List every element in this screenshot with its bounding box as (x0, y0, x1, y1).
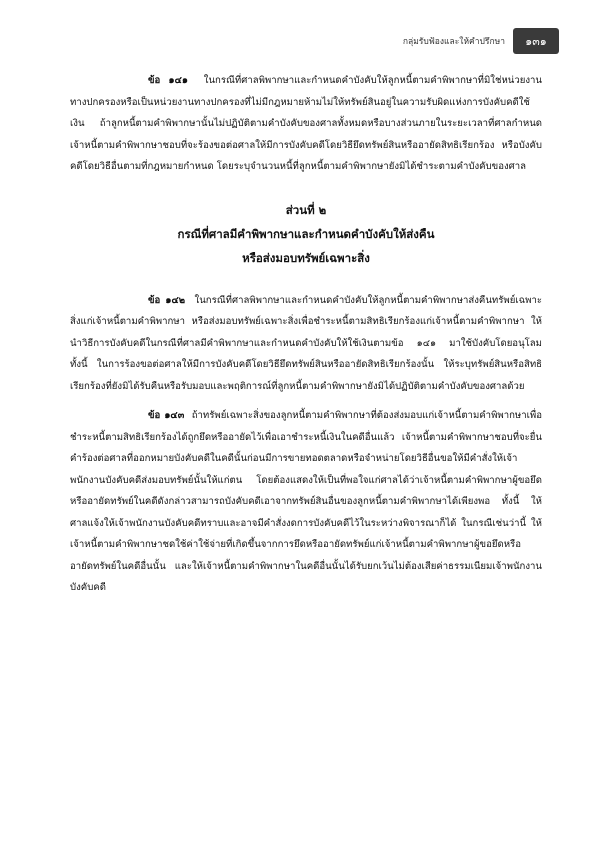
article-141-text: ในกรณีที่ศาลพิพากษาและกำหนดคำบังคับให้ลูกหนี้ตามคำพิพากษาที่มิใช่หน่วยงานทางปกครองหรือเป็นหน่วยงานทางปกครองที่ไม่มีกฎหมายห้ามไม่ให้ทรัพย์สินอยู่ในความรับผิดแห่งการบังคับคดีใช้เงิน ถ้าลูกหนี้ตามคำพิพากษานั้นไม่ปฏิบัติตามคำบังคับของศาลทั้งหมดหรือบางส่วนภายในระยะเวลาที่ศาลกำหนด เจ้าหนี้ตามคำพิพากษาชอบที่จะร้องขอต่อศาลให้มีการบังคับคดีโดยวิธียึดทรัพย์สินหรืออายัดสิทธิเรียกร้อง หรือบังคับคดีโดยวิธีอื่นตามที่กฎหมายกำหนด โดยระบุจำนวนหนี้ที่ลูกหนี้ตามคำพิพากษายังมิได้ชำระตามคำบังคับของศาล (70, 75, 542, 172)
article-142-text: ในกรณีที่ศาลพิพากษาและกำหนดคำบังคับให้ลูกหนี้ตามคำพิพากษาส่งคืนทรัพย์เฉพาะสิ่งแก่เจ้าหนี้ตามคำพิพากษา หรือส่งมอบทรัพย์เฉพาะสิ่งเพื่อชำระหนี้ตามสิทธิเรียกร้องแก่เจ้าหนี้ตามคำพิพากษา ให้นำวิธีการบังคับคดีในกรณีที่ศาลมีคำพิพากษาและกำหนดคำบังคับให้ใช้เงินตามข้อ ๑๔๑ มาใช้บังคับโดยอนุโลม ทั้งนี้ ในการร้องขอต่อศาลให้มีการบังคับคดีโดยวิธียึดทรัพย์สินหรืออายัดสิทธิเรียกร้องนั้น ให้ระบุทรัพย์สินหรือสิทธิเรียกร้องที่ยังมิได้รับคืนหรือรับมอบและพฤติการณ์ที่ลูกหนี้ตามคำพิพากษายังมิได้ปฏิบัติตามคำบังคับของศาลด้วย (70, 294, 542, 392)
page-header (403, 28, 559, 54)
document-body (70, 70, 542, 599)
article-141-paragraph (70, 70, 542, 178)
section-heading (70, 198, 542, 270)
section-title-line-2: หรือส่งมอบทรัพย์เฉพาะสิ่ง (242, 250, 370, 265)
section-number: ส่วนที่ ๒ (285, 202, 327, 217)
article-142-paragraph (70, 290, 542, 398)
page-number-badge: ๑๓๑ (513, 28, 559, 54)
article-143-text: ถ้าทรัพย์เฉพาะสิ่งของลูกหนี้ตามคำพิพากษาที่ต้องส่งมอบแก่เจ้าหนี้ตามคำพิพากษาเพื่อชำระหนี้ตามสิทธิเรียกร้องได้ถูกยึดหรืออายัดไว้เพื่อเอาชำระหนี้เงินในคดีอื่นแล้ว เจ้าหนี้ตามคำพิพากษาชอบที่จะยื่นคำร้องต่อศาลที่ออกหมายบังคับคดีในคดีนั้นก่อนมีการขายทอดตลาดหรือจำหน่ายโดยวิธีอื่นขอให้มีคำสั่งให้เจ้าพนักงานบังคับคดีส่งมอบทรัพย์นั้นให้แก่ตน โดยต้องแสดงให้เป็นที่พอใจแก่ศาลได้ว่าเจ้าหนี้ตามคำพิพากษาผู้ขอยึดหรืออายัดทรัพย์ในคดีดังกล่าวสามารถบังคับคดีเอาจากทรัพย์สินอื่นของลูกหนี้ตามคำพิพากษาได้เพียงพอ ทั้งนี้ ให้ศาลแจ้งให้เจ้าพนักงานบังคับคดีทราบและอาจมีคำสั่งงดการบังคับคดีไว้ในระหว่างพิจารณาก็ได้ ในกรณีเช่นว่านี้ ให้เจ้าหนี้ตามคำพิพากษาชดใช้ค่าใช้จ่ายที่เกิดขึ้นจากการยึดหรืออายัดทรัพย์แก่เจ้าหนี้ตามคำพิพากษาผู้ขอยึดหรืออายัดทรัพย์ในคดีอื่นนั้น และให้เจ้าหนี้ตามคำพิพากษาในคดีอื่นนั้นได้รับยกเว้นไม่ต้องเสียค่าธรรมเนียมเจ้าพนักงานบังคับคดี (70, 410, 542, 593)
article-143-number: ข้อ ๑๔๓ (148, 410, 185, 421)
section-title-line-1: กรณีที่ศาลมีคำพิพากษาและกำหนดคำบังคับให้ส่งคืน (177, 226, 435, 241)
article-142-number: ข้อ ๑๔๒ (148, 294, 186, 306)
article-143-paragraph (70, 405, 542, 599)
header-title: กลุ่มรับฟ้องและให้คำปรึกษา (402, 37, 505, 47)
article-141-number: ข้อ ๑๔๑ (148, 75, 188, 86)
